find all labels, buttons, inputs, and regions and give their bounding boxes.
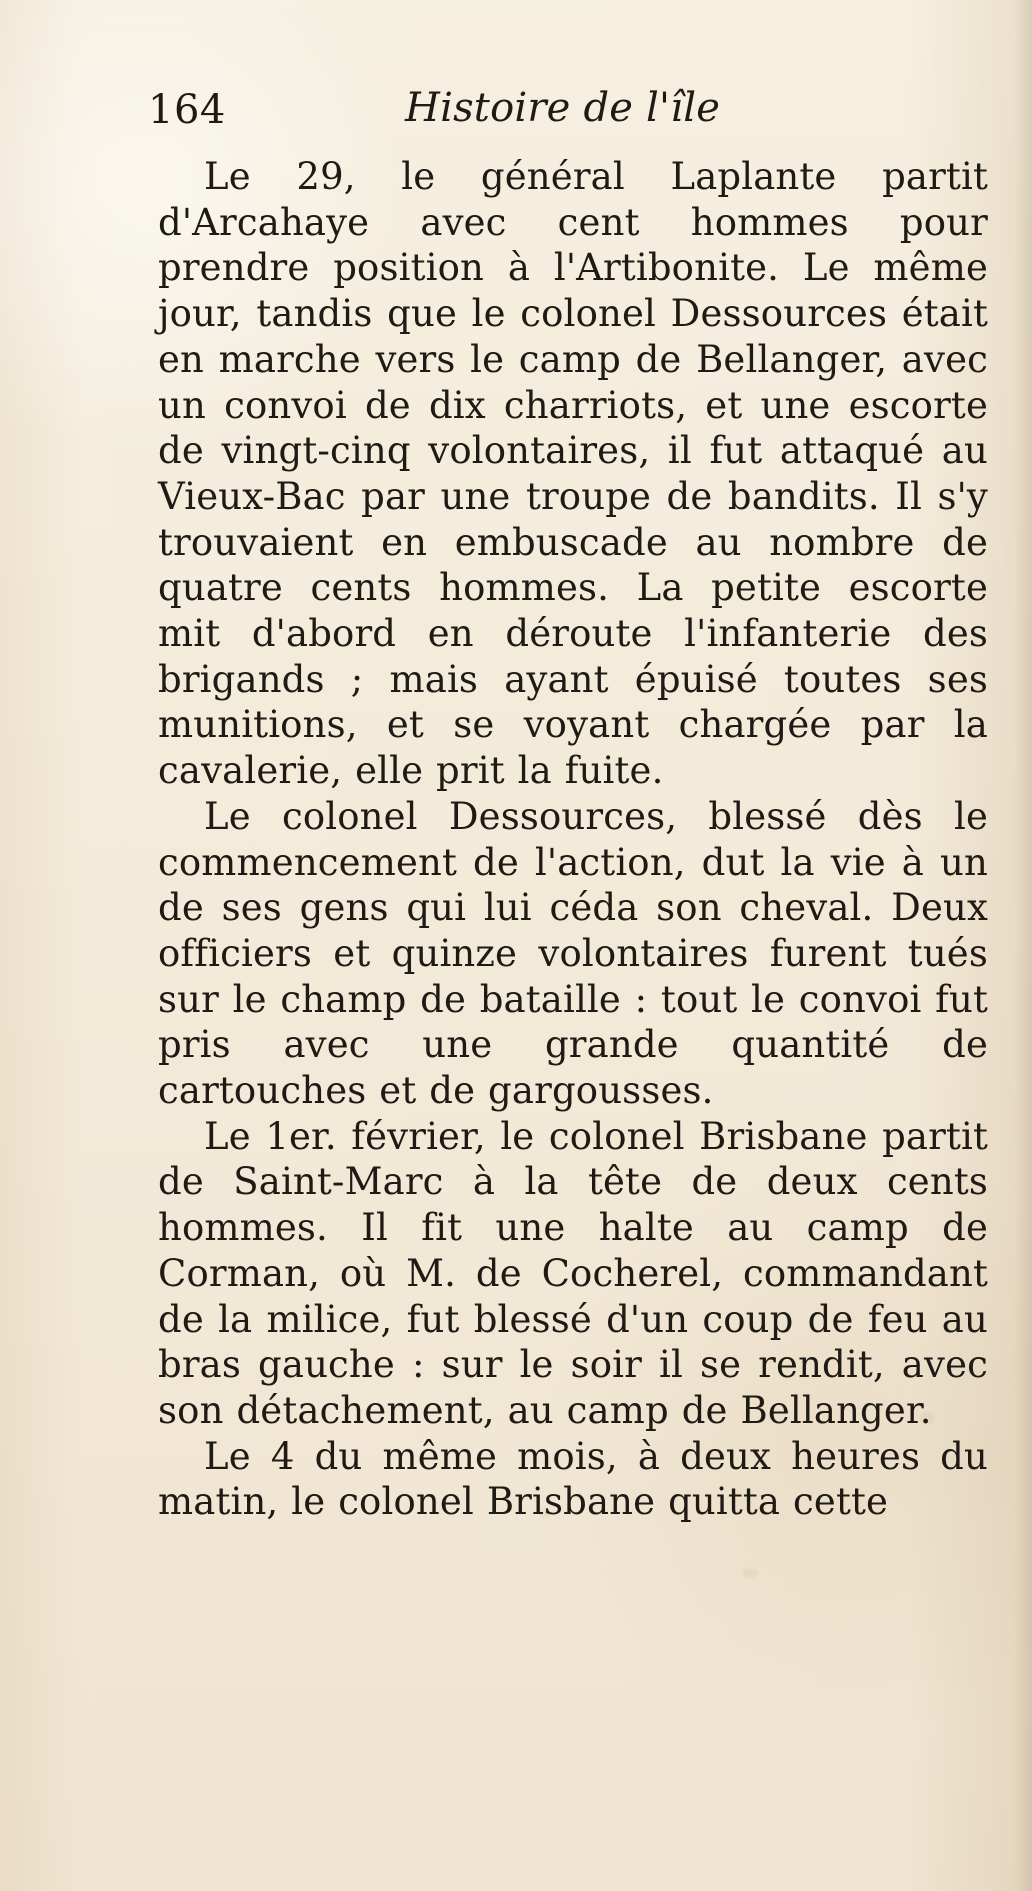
paragraph: Le 29, le général Laplante partit d'Arcahaye avec cent hommes pour prendre position à l'Artibonite. Le même jour, tandis que le colonel Dessources était en marche vers le camp de Bellanger, avec un convoi de dix charriots, et une escorte de vingt-cinq volontaires, il fut attaqué au Vieux-Bac par une troupe de bandits. Il s'y trouvaient en embuscade au nombre de quatre cents hommes. La petite escorte mit d'abord en déroute l'infanterie des brigands ; mais ayant épuisé toutes ses munitions, et se voyant chargée par la cavalerie, elle prit la fuite. [158, 155, 988, 793]
page-header [148, 84, 788, 134]
paragraph: Le 4 du même mois, à deux heures du matin, le colonel Brisbane quitta cette [158, 1434, 988, 1524]
paragraph: Le colonel Dessources, blessé dès le commencement de l'action, dut la vie à un de ses gens qui lui céda son cheval. Deux officiers et quinze volontaires furent tués sur le champ de bataille : tout le convoi fut pris avec une grande quantité de cartouches et de gargousses. [158, 794, 988, 1113]
running-title: Histoire de l'île [405, 85, 721, 131]
page-number: 164 [148, 87, 226, 133]
paragraph: Le 1er. février, le colonel Brisbane partit de Saint-Marc à la tête de deux cents hommes. Il fit une halte au camp de Corman, où M. de Cocherel, commandant de la milice, fut blessé d'un coup de feu au bras gauche : sur le soir il se rendit, avec son détachement, au camp de Bellanger. [158, 1114, 988, 1432]
body-text [158, 154, 988, 1525]
page-edge-shadow [1014, 0, 1032, 1891]
paper-stain [742, 1568, 758, 1578]
